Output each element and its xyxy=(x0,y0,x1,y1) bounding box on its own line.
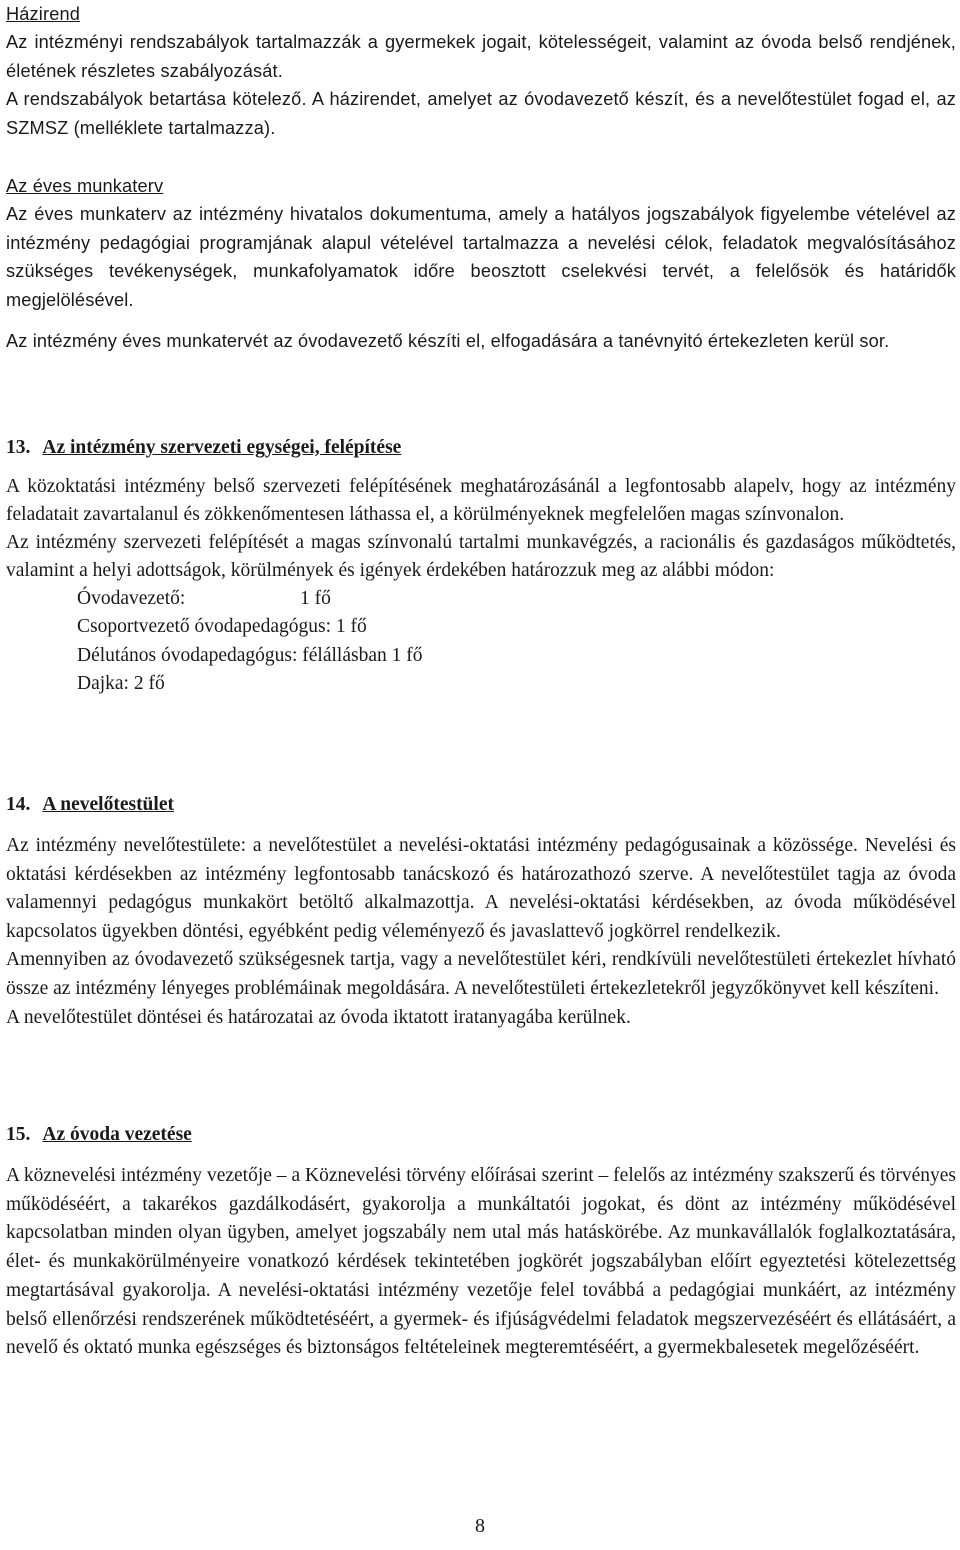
section-15-paragraph-1: A köznevelési intézmény vezetője – a Köznevelési törvény előírásai szerint – felelős az intézmény szakszerű és törvényes működéséért, a takarékos gazdálkodásért, gyakorolja a munkáltatói jogokat, és dönt az intézmény működésével kapcsolatban minden olyan ügyben, amelyet jogszabály nem utal más hatáskörébe. Az munkavállalók foglalkoztatására, élet- és munkakörülményeire vonatkozó kérdések tekintetében jogkörét jogszabályban előírt egyeztetési kötelezettség megtartásával gyakorolja. A nevelési-oktatási intézmény vezetője felel továbbá a pedagógiai munkáért, az intézmény belső ellenőrzési rendszerének működtetéséért, a gyermek- és ifjúságvédelmi feladatok megszervezéséért és ellátásáért, a nevelő és oktató munka egészséges és biztonságos feltételeinek megteremtéséért, a gyermekbalesetek megelőzéséért. xyxy=(6,1165,956,1359)
staff-item-dajka: Dajka: 2 fő xyxy=(77,672,165,694)
section-14-paragraph-1: Az intézmény nevelőtestülete: a nevelőtestület a nevelési-oktatási intézmény pedagógusainak a közössége. Nevelési és oktatási kérdésekben az intézmény legfontosabb tanácskozó és határozathozó szerve. A nevelőtestület tagja az óvoda valamennyi pedagógus munkakört betöltő alkalmazottja. A nevelési-oktatási kérdésekben, az óvoda működésével kapcsolatos ügyekben döntési, egyébként pedig véleményező és javaslattevő jogkörrel rendelkezik. xyxy=(6,835,956,942)
section-13-paragraph-1: A közoktatási intézmény belső szervezeti felépítésének meghatározásánál a legfontosabb alapelv, hogy az intézmény feladatait zavartalanul és zökkenőmentesen láthassa el, a körülményeknek megfelelően magas színvonalon. xyxy=(6,476,956,525)
hazirend-heading: Házirend xyxy=(6,4,80,24)
section-14 xyxy=(6,791,956,1032)
munkaterv-paragraph-1: Az éves munkaterv az intézmény hivatalos dokumentuma, amely a hatályos jogszabályok figyelembe vételével az intézmény pedagógiai programjának alapul vételével tartalmazza a nevelési célok, feladatok megvalósításához szükséges tevékenységek, munkafolyamatok időre beosztott cselekvési tervét, a felelősök és határidők megjelölésével. xyxy=(6,204,956,310)
section-15-number: 15. xyxy=(6,1124,31,1145)
section-14-title: A nevelőtestület xyxy=(42,794,174,815)
section-13-heading xyxy=(6,434,956,462)
munkaterv-heading: Az éves munkaterv xyxy=(6,176,164,196)
section-15 xyxy=(6,1121,956,1363)
staff-item-ovodavezeto: Óvodavezető: 1 fő xyxy=(77,588,331,609)
munkaterv-paragraph-2: Az intézmény éves munkatervét az óvodavezető készíti el, elfogadására a tanévnyitó értekezleten kerül sor. xyxy=(6,331,890,352)
section-14-number: 14. xyxy=(6,794,31,815)
hazirend-paragraph-1: Az intézményi rendszabályok tartalmazzák a gyermekek jogait, kötelességeit, valamint az óvoda belső rendjének, életének részletes szabályozását. xyxy=(6,32,956,81)
section-14-heading xyxy=(6,791,956,819)
section-13-number: 13. xyxy=(6,437,31,458)
section-13 xyxy=(6,434,956,698)
munkaterv-section xyxy=(6,172,956,356)
section-15-heading xyxy=(6,1121,956,1149)
section-14-paragraph-3: A nevelőtestület döntései és határozatai az óvoda iktatott iratanyagába kerülnek. xyxy=(6,1006,631,1028)
hazirend-section xyxy=(6,0,956,142)
section-13-paragraph-2: Az intézmény szervezeti felépítését a magas színvonalú tartalmi munkavégzés, a racionális és gazdaságos működtetés, valamint a helyi adottságok, körülmények és igények érdekében határozzuk meg az alábbi módon: xyxy=(6,532,956,581)
hazirend-paragraph-2: A rendszabályok betartása kötelező. A házirendet, amelyet az óvodavezető készít, és a nevelőtestület fogad el, az SZMSZ (melléklete tartalmazza). xyxy=(6,89,956,138)
section-14-paragraph-2: Amennyiben az óvodavezető szükségesnek tartja, vagy a nevelőtestület kéri, rendkívüli nevelőtestületi értekezlet hívható össze az intézmény lényeges problémáinak megoldására. A nevelőtestületi értekezletekről jegyzőkönyvet kell készíteni. xyxy=(6,949,956,999)
page-number: 8 xyxy=(475,1515,485,1537)
section-13-title: Az intézmény szervezeti egységei, felépítése xyxy=(42,437,402,458)
staff-item-delutanos: Délutános óvodapedagógus: félállásban 1 fő xyxy=(77,644,423,666)
section-15-title: Az óvoda vezetése xyxy=(42,1124,192,1145)
staff-item-csoportvezeto: Csoportvezető óvodapedagógus: 1 fő xyxy=(77,616,367,638)
